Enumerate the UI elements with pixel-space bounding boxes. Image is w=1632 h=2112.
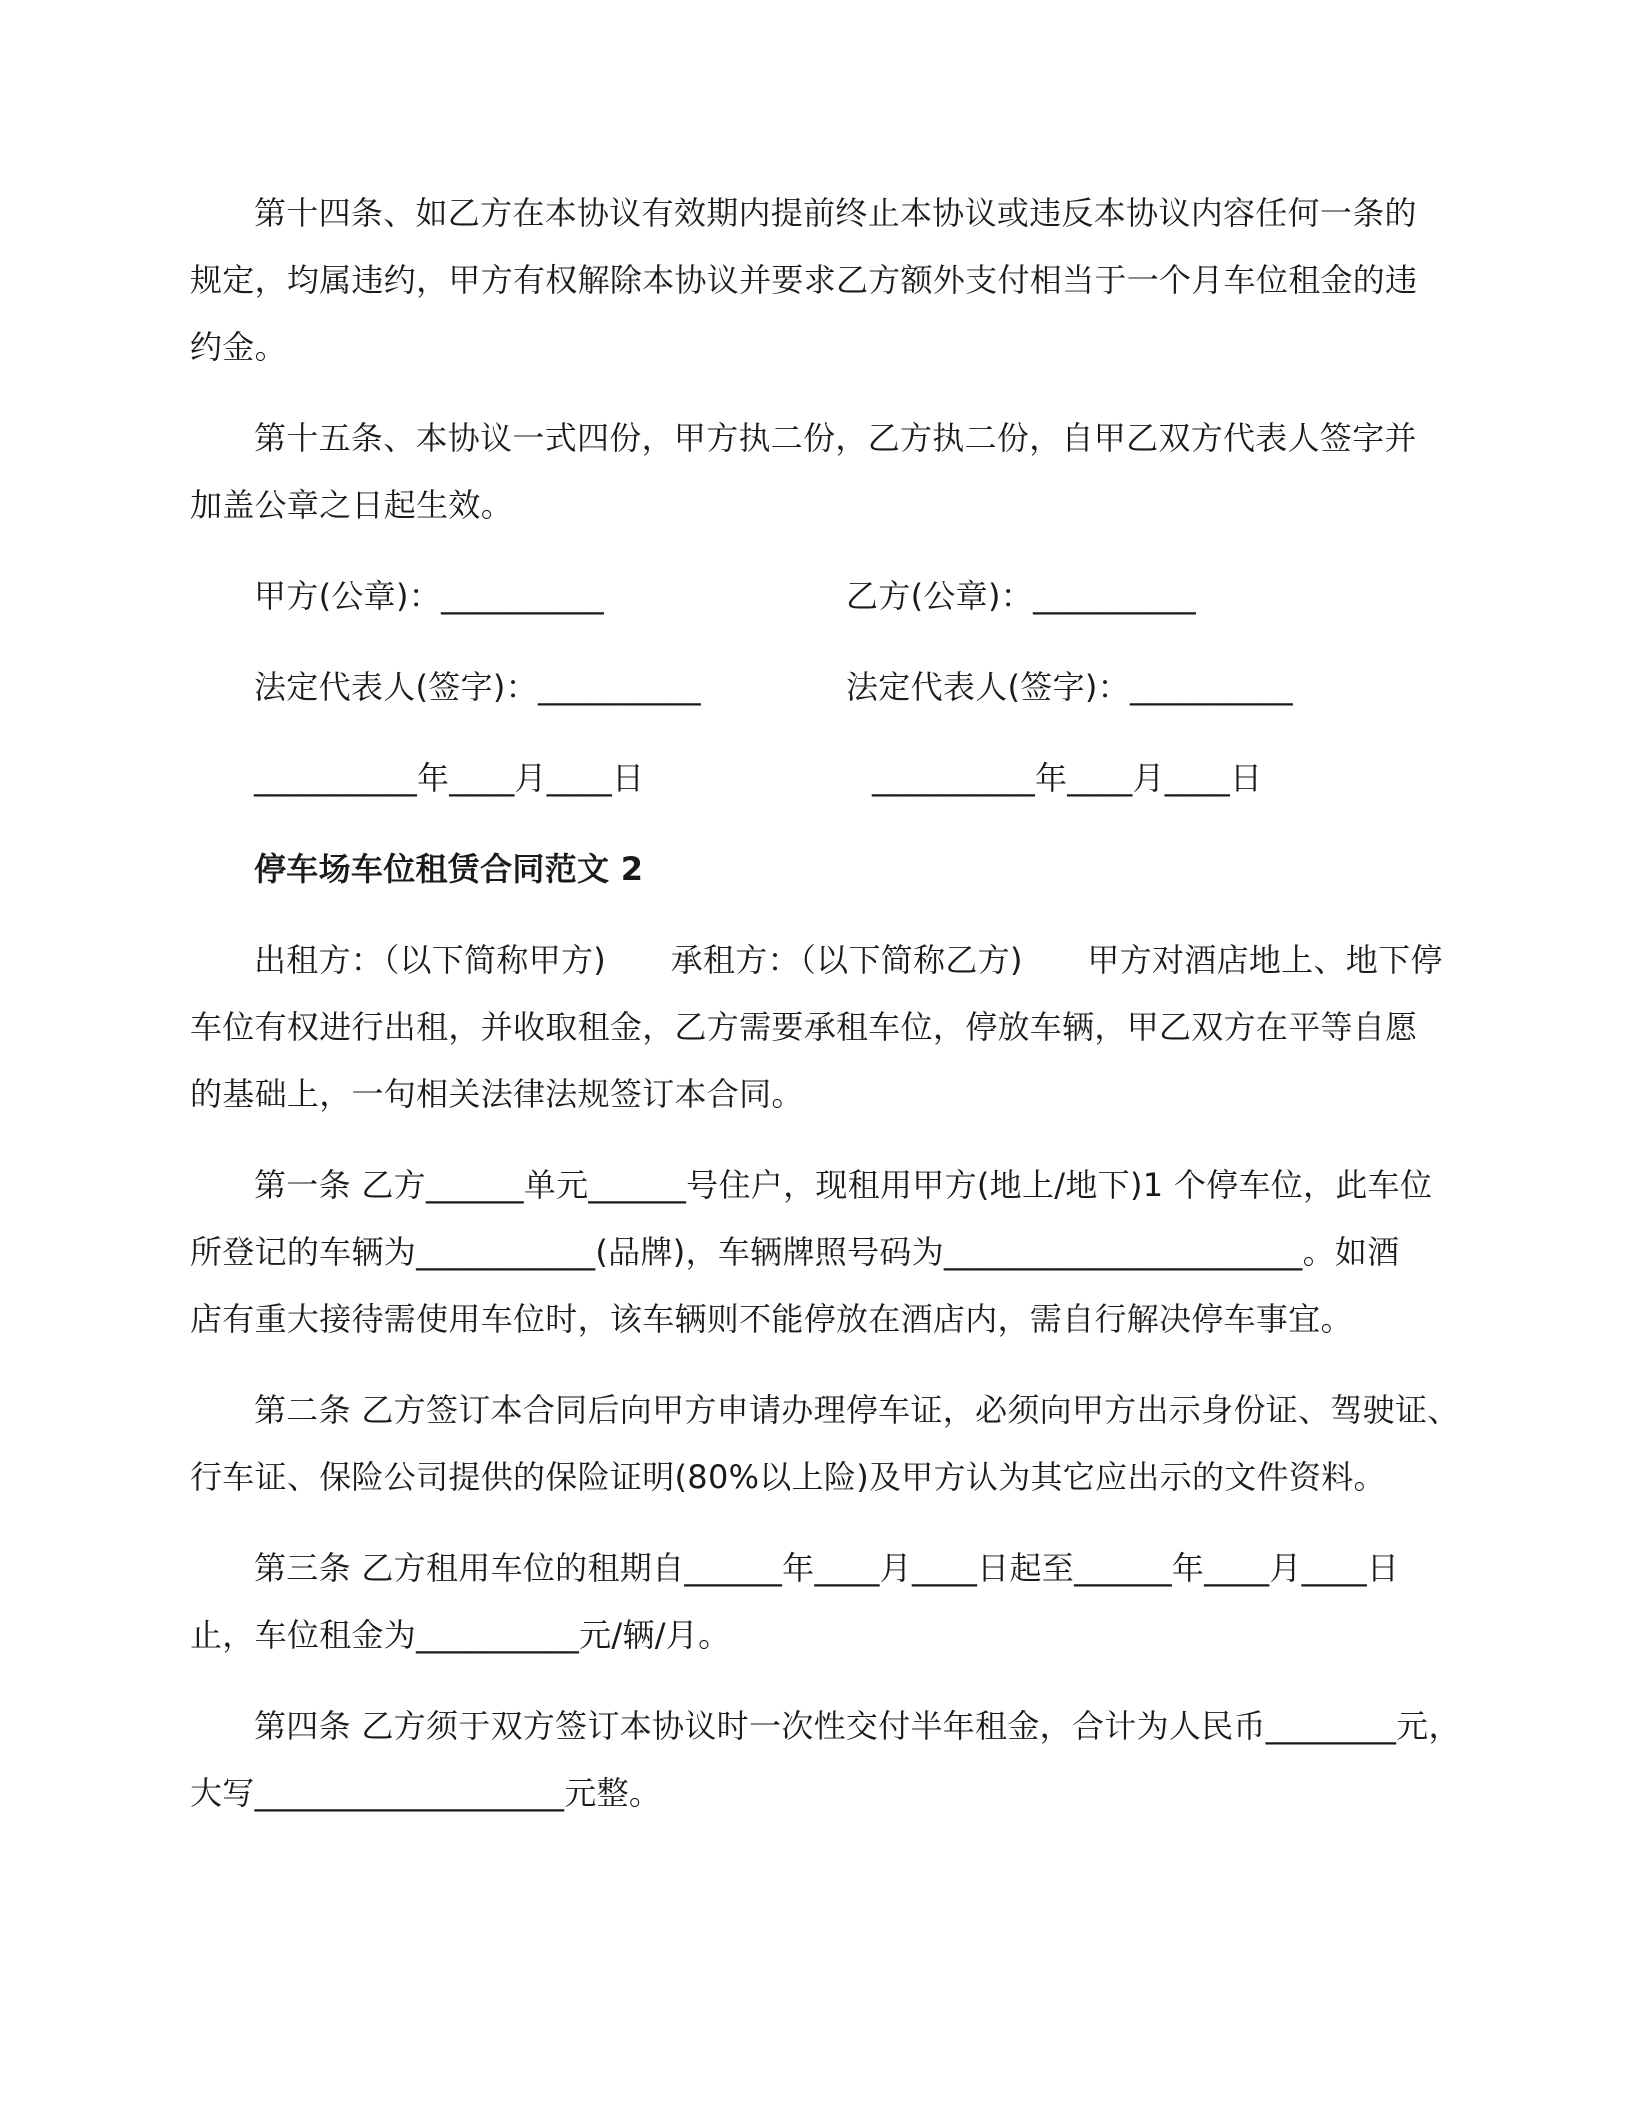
party-a-representative: 法定代表人(签字)：__________ (254, 668, 701, 706)
party-b-representative: 法定代表人(签字)：__________ (846, 668, 1293, 706)
clause-4-line-1: 第四条 乙方须于双方签订本协议时一次性交付半年租金，合计为人民币________元， (254, 1707, 1461, 1745)
clause-2-line-2: 行车证、保险公司提供的保险证明(80%以上险)及甲方认为其它应出示的文件资料。 (190, 1458, 1386, 1496)
party-a-date: __________年____月____日 (254, 759, 645, 797)
article-15-line-2: 加盖公章之日起生效。 (190, 486, 514, 524)
clause-1-line-1: 第一条 乙方______单元______号住户，现租用甲方(地上/地下)1 个停车位，此车位 (254, 1166, 1433, 1204)
article-15-line-1: 第十五条、本协议一式四份，甲方执二份，乙方执二份，自甲乙双方代表人签字并 (254, 419, 1417, 457)
section-2-title: 停车场车位租赁合同范文 2 (254, 850, 644, 888)
section-2-intro-line-1: 出租方：（以下简称甲方) 承租方：（以下简称乙方) 甲方对酒店地上、地下停 (254, 941, 1443, 979)
clause-3-line-1: 第三条 乙方租用车位的租期自______年____月____日起至______年____月____日 (254, 1549, 1400, 1587)
party-b-date: __________年____月____日 (872, 759, 1263, 797)
party-b-seal: 乙方(公章)：__________ (846, 577, 1197, 615)
party-a-seal: 甲方(公章)：__________ (254, 577, 605, 615)
clause-2-line-1: 第二条 乙方签订本合同后向甲方申请办理停车证，必须向甲方出示身份证、驾驶证、 (254, 1391, 1460, 1429)
clause-1-line-3: 店有重大接待需使用车位时，该车辆则不能停放在酒店内，需自行解决停车事宜。 (190, 1300, 1353, 1338)
clause-4-line-2: 大写___________________元整。 (190, 1774, 662, 1812)
article-14-line-1: 第十四条、如乙方在本协议有效期内提前终止本协议或违反本协议内容任何一条的 (254, 194, 1417, 232)
article-14-line-2: 规定，均属违约，甲方有权解除本协议并要求乙方额外支付相当于一个月车位租金的违 (190, 261, 1418, 299)
section-2-intro-line-2: 车位有权进行出租，并收取租金，乙方需要承租车位，停放车辆，甲乙双方在平等自愿 (190, 1008, 1418, 1046)
article-14-line-3: 约金。 (190, 328, 287, 366)
section-2-intro-line-3: 的基础上，一句相关法律法规签订本合同。 (190, 1075, 804, 1113)
clause-1-line-2: 所登记的车辆为___________(品牌)，车辆牌照号码为______________________。如酒 (190, 1233, 1400, 1271)
clause-3-line-2: 止，车位租金为__________元/辆/月。 (190, 1616, 731, 1654)
